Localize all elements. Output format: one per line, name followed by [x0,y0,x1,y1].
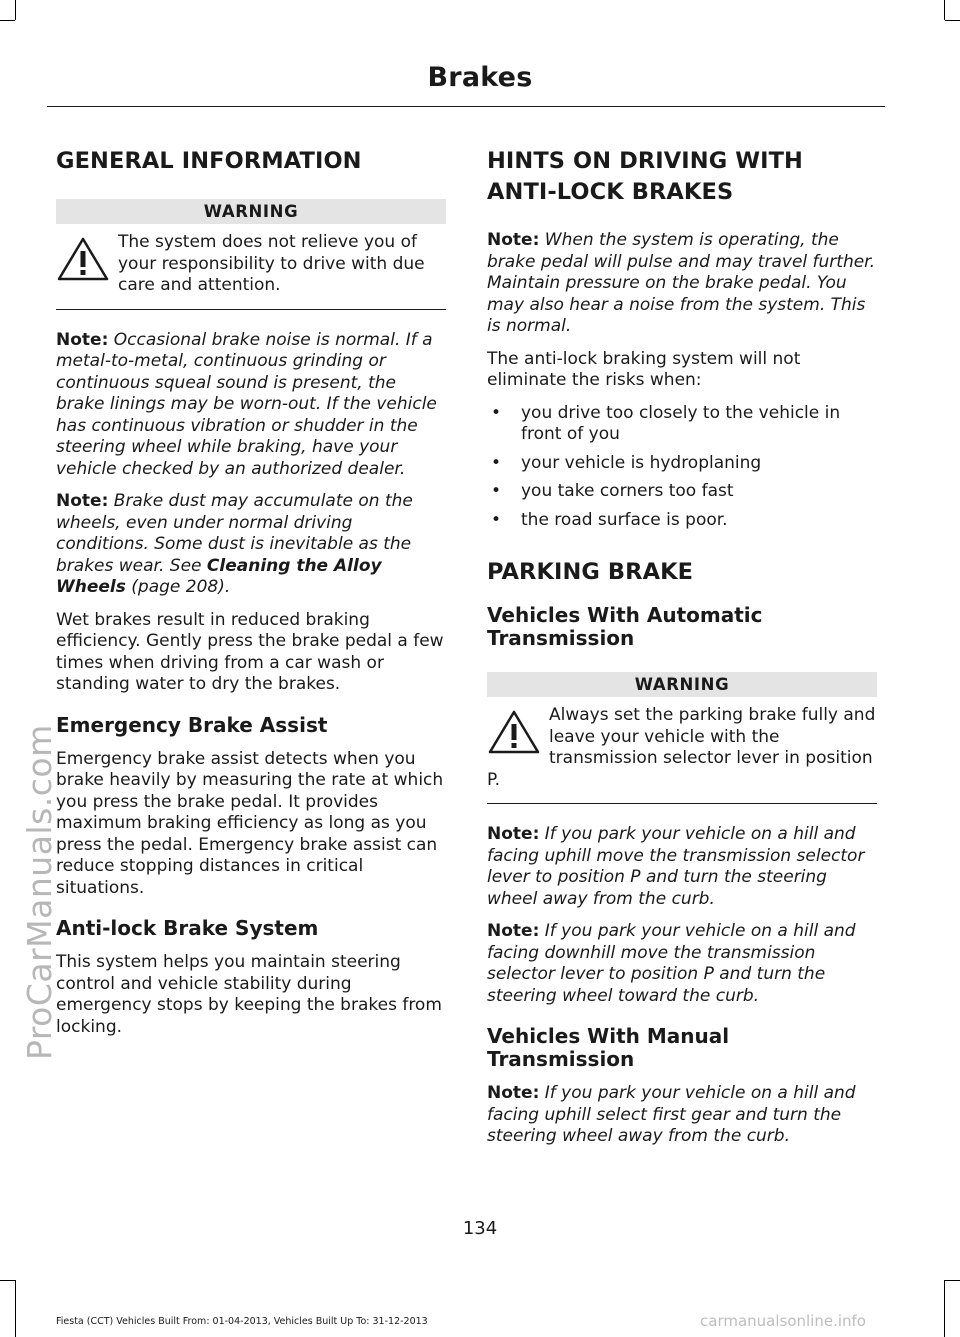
warning-text: The system does not relieve you of your responsibility to drive with due care and attention. [118,232,425,295]
note-label: Note: [487,824,540,844]
section-heading-hints-anti-lock [487,146,877,208]
crop-mark [944,1280,945,1337]
note-brake-noise [56,330,446,481]
crop-mark [15,0,16,20]
note-park-uphill-manual [487,1083,877,1148]
note-park-downhill-automatic [487,921,877,1007]
warning-triangle-icon [56,235,110,283]
subheading-emergency-brake-assist: Emergency Brake Assist [56,712,328,737]
crop-mark [944,0,945,20]
crop-mark [15,1280,16,1337]
note-text: When the system is operating, the brake pedal will pulse and may travel further. Maintain pressure on the brake pedal. You may also hear a noise from the system. This is normal. [487,230,876,336]
warning-label: WARNING [487,672,877,697]
page-reference: (page 208). [131,577,231,597]
note-label: Note: [487,1083,540,1103]
note-text: Brake dust may accumulate on the wheels, even under normal driving conditions. Some dust is inevitable as the brakes wear. See [56,491,413,576]
page-number: 134 [462,1218,498,1239]
left-column [56,146,446,1049]
list-item [487,403,877,446]
abs-intro-paragraph: The anti-lock braking system will not eliminate the risks when: [487,348,801,390]
bullet: • [491,402,502,423]
warning-text: Always set the parking brake fully and leave your vehicle with the transmission selector lever in position P. [487,705,876,790]
bullet: • [491,509,502,530]
note-label: Note: [56,491,109,511]
emergency-brake-assist-paragraph: Emergency brake assist detects when you brake heavily by measuring the rate at which you press the brake pedal. It provides maximum braking efficiency as long as you press the pedal. Emergency brake assist can reduce stopping distances in critical situations. [56,748,444,898]
right-column [487,146,877,1159]
bullet: • [491,452,502,473]
list-item [487,453,877,475]
heading-line: HINTS ON DRIVING WITH [487,148,803,174]
cross-reference-link[interactable]: Cleaning the Alloy Wheels [56,555,382,597]
list-item-text: you drive too closely to the vehicle in front of you [521,402,841,444]
note-text: If you park your vehicle on a hill and facing uphill move the transmission selector lever to position P and turn the steering wheel away from the curb. [487,824,865,909]
note-label: Note: [56,329,109,350]
bullet: • [491,481,502,501]
watermark-side: ProCarManuals.com [20,724,59,1060]
note-system-operating [487,230,877,338]
warning-box [487,705,877,804]
list-item [487,481,877,503]
note-label: Note: [487,230,540,250]
list-item-text: you take corners too fast [521,481,734,501]
section-heading-parking-brake: PARKING BRAKE [487,559,694,585]
warning-box [56,232,446,310]
subheading-anti-lock-brake-system: Anti-lock Brake System [56,916,319,940]
section-heading-general-information: GENERAL INFORMATION [56,148,362,174]
note-text: Occasional brake noise is normal. If a metal-to-metal, continuous grinding or continuous squeal sound is present, the brake linings may be worn-out. If the vehicle has continuous vibration or shudder in the steering wheel while braking, have your vehicle checked by an authorized dealer. [56,329,437,479]
note-park-uphill-automatic [487,824,877,910]
note-brake-dust [56,491,446,599]
watermark-bottom: carmanualsonline.info [700,1312,866,1330]
subheading-manual-transmission: Vehicles With Manual Transmission [487,1024,730,1071]
crop-mark [0,1280,15,1281]
warning-label: WARNING [56,199,446,224]
wet-brakes-paragraph: Wet brakes result in reduced braking efficiency. Gently press the brake pedal a few times when driving from a car wash or standing water to dry the brakes. [56,609,444,694]
heading-line: ANTI-LOCK BRAKES [487,179,734,205]
page-title: Brakes [427,62,533,93]
warning-triangle-icon [487,708,541,756]
crop-mark [945,20,960,21]
header-divider [47,106,885,107]
note-label: Note: [487,921,540,941]
note-text: If you park your vehicle on a hill and facing downhill move the transmission selector lever to position P and turn the steering wheel toward the curb. [487,921,856,1006]
anti-lock-brake-system-paragraph: This system helps you maintain steering control and vehicle stability during emergency stops by keeping the brakes from locking. [56,952,442,1037]
list-item-text: your vehicle is hydroplaning [521,452,762,473]
note-text: If you park your vehicle on a hill and facing uphill select first gear and turn the steering wheel away from the curb. [487,1083,856,1146]
list-item-text: the road surface is poor. [521,509,728,530]
footer-vehicle-info: Fiesta (CCT) Vehicles Built From: 01-04-2013, Vehicles Built Up To: 31-12-2013 [56,1316,428,1327]
risk-list [487,403,877,532]
crop-mark [0,20,15,21]
crop-mark [945,1280,960,1281]
list-item [487,510,877,532]
subheading-automatic-transmission: Vehicles With Automatic Transmission [487,603,763,650]
